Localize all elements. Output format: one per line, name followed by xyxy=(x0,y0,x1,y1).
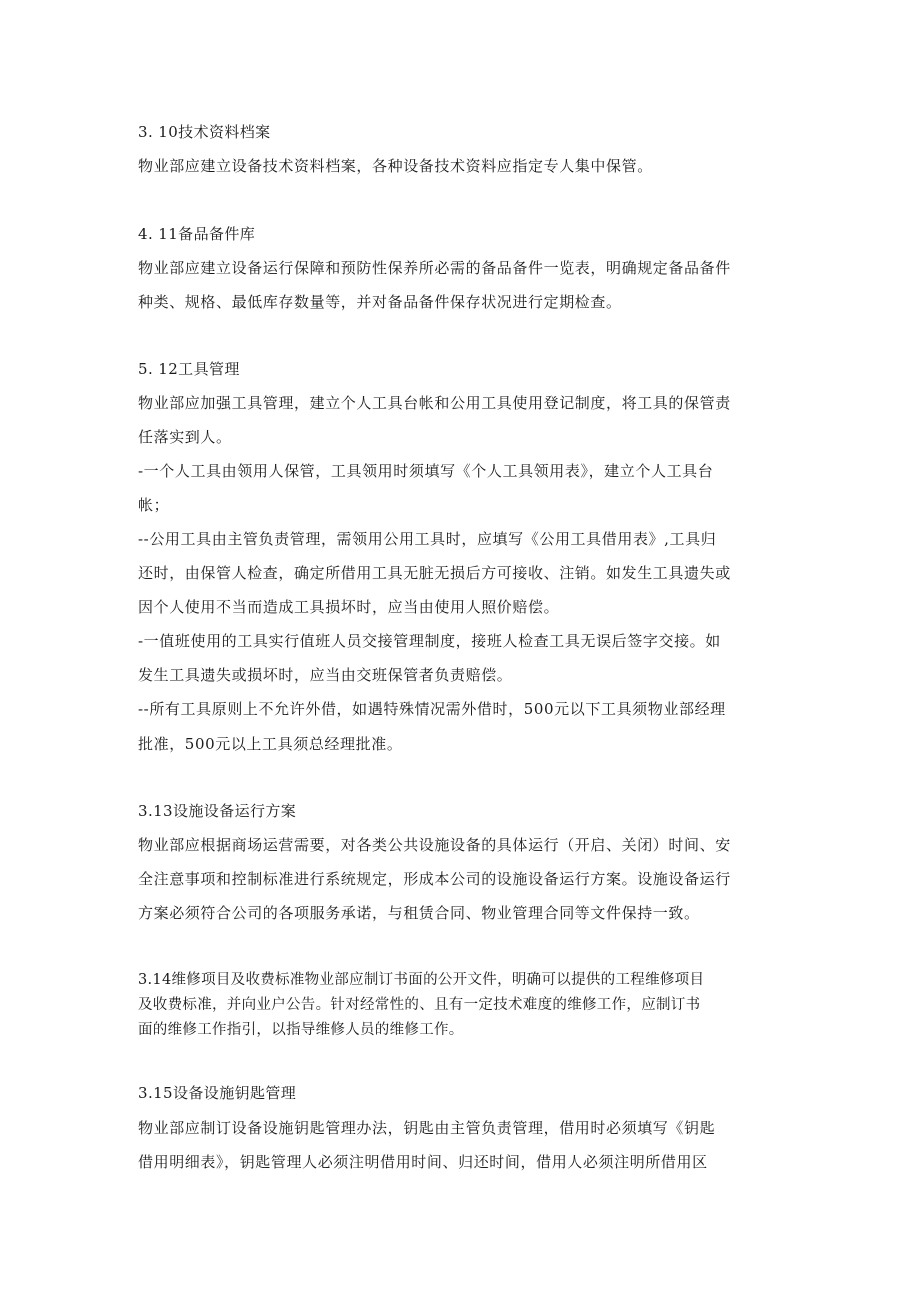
paragraph-line: 物业部应加强工具管理，建立个人工具台帐和公用工具使用登记制度，将工具的保管责 xyxy=(138,394,731,412)
paragraph-line: 发生工具遗失或损坏时，应当由交班保管者负责赔偿。 xyxy=(138,666,513,684)
paragraph-line: 帐； xyxy=(138,496,170,514)
paragraph-line: 面的维修工作指引，以指导维修人员的维修工作。 xyxy=(138,1022,464,1038)
paragraph-line: 种类、规格、最低库存数量等，并对备品备件保存状况进行定期检查。 xyxy=(138,293,622,311)
paragraph-line: -一值班使用的工具实行值班人员交接管理制度，接班人检查工具无误后签字交接。如 xyxy=(138,632,721,650)
paragraph-line: 物业部应建立设备运行保障和预防性保养所必需的备品备件一览表，明确规定备品备件 xyxy=(138,259,731,277)
paragraph-line: 因个人使用不当而造成工具损坏时，应当由使用人照价赔偿。 xyxy=(138,598,560,616)
paragraph-line: 全注意事项和控制标准进行系统规定，形成本公司的设施设备运行方案。设施设备运行 xyxy=(138,870,731,888)
paragraph-line: 任落实到人。 xyxy=(138,428,232,446)
paragraph-line: 物业部应根据商场运营需要，对各类公共设施设备的具体运行（开启、关闭）时间、安 xyxy=(138,836,731,854)
paragraph-line: --所有工具原则上不允许外借，如遇特殊情况需外借时，500元以下工具须物业部经理 xyxy=(138,700,726,718)
paragraph-line: 批准，500元以上工具须总经理批准。 xyxy=(138,735,403,753)
paragraph-line: 方案必须符合公司的各项服务承诺，与租赁合同、物业管理合同等文件保持一致。 xyxy=(138,904,700,922)
section-heading-3-15: 3.15设备设施钥匙管理 xyxy=(138,1084,297,1102)
paragraph-line: 物业部应建立设备技术资料档案，各种设备技术资料应指定专人集中保管。 xyxy=(138,157,653,175)
section-heading-3-13: 3.13设施设备运行方案 xyxy=(138,802,297,820)
paragraph-line: 及收费标准，并向业户公告。针对经常性的、且有一定技术难度的维修工作，应制订书 xyxy=(138,997,701,1013)
paragraph-line: --公用工具由主管负责管理，需领用公用工具时，应填写《公用工具借用表》,工具归 xyxy=(138,530,717,548)
section-heading-5-12: 5. 12工具管理 xyxy=(138,360,240,378)
paragraph-line: 物业部应制订设备设施钥匙管理办法，钥匙由主管负责管理，借用时必须填写《钥匙 xyxy=(138,1119,716,1137)
paragraph-line: -一个人工具由领用人保管，工具领用时须填写《个人工具领用表》，建立个人工具台 xyxy=(138,462,714,480)
paragraph-line: 借用明细表》，钥匙管理人必须注明借用时间、归还时间，借用人必须注明所借用区 xyxy=(138,1153,708,1171)
paragraph-line: 还时，由保管人检查，确定所借用工具无脏无损后方可接收、注销。如发生工具遗失或 xyxy=(138,564,731,582)
paragraph-line: 3.14维修项目及收费标准物业部应制订书面的公开文件，明确可以提供的工程维修项目 xyxy=(138,972,705,988)
section-heading-4-11: 4. 11备品备件库 xyxy=(138,225,256,243)
section-heading-3-10: 3. 10技术资料档案 xyxy=(138,123,271,141)
